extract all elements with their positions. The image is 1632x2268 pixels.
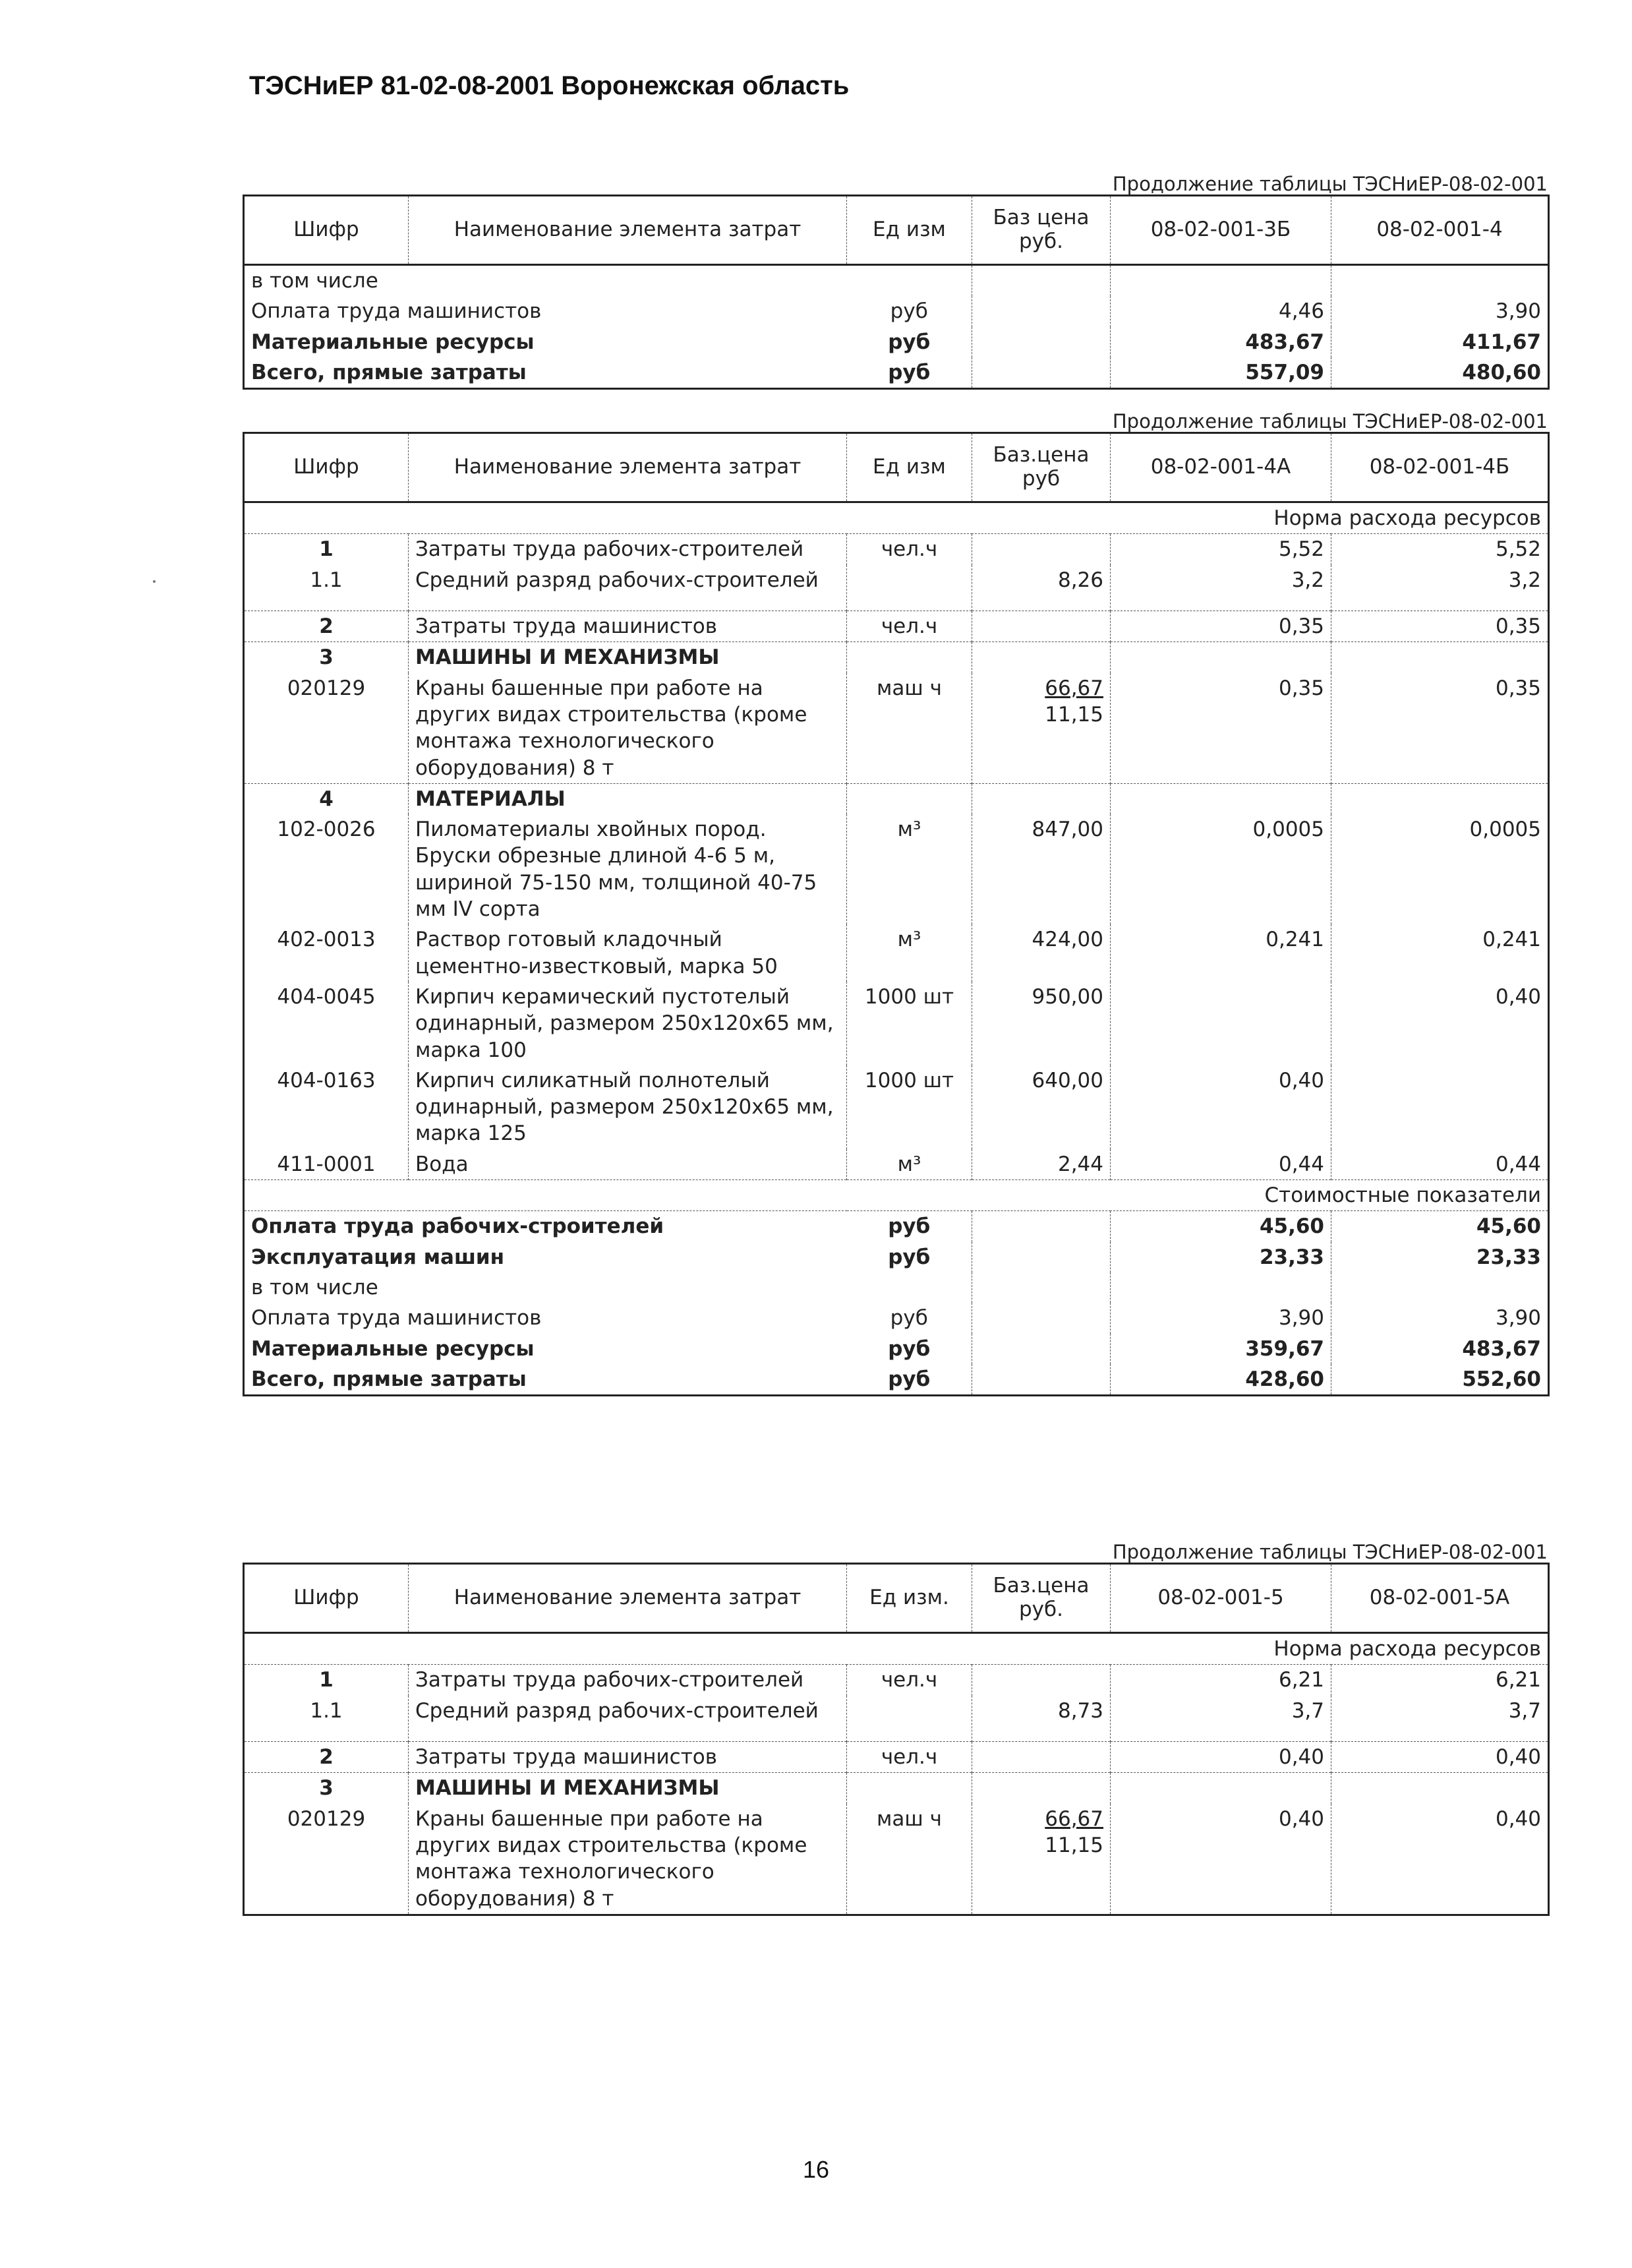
row-value-2: 3,90 [1495,1306,1541,1330]
section-title: МАШИНЫ И МЕХАНИЗМЫ [409,1773,847,1804]
cost-row [244,1364,1549,1396]
col-unit-header: Ед изм [847,433,972,502]
row-value-1: 483,67 [1111,327,1331,357]
table-row [244,1742,1549,1773]
col-code-header: Шифр [244,433,409,502]
section-row [244,783,1549,814]
col-code-header: Шифр [244,196,409,265]
row-value-1: 0,40 [1111,1742,1331,1773]
row-price: 950,00 [972,982,1111,1065]
row-value-1: 0,35 [1111,611,1331,642]
row-name: Оплата труда машинистов [251,299,542,324]
row-value-2: 0,40 [1331,1742,1549,1773]
row-name: Всего, прямые затраты [251,360,527,384]
row-name: Оплата труда машинистов [251,1306,542,1330]
row-unit: руб [847,1303,972,1333]
table-row [244,924,1549,982]
cost-row [244,1211,1549,1242]
col-price-header: Баз.цена руб. [972,1564,1111,1633]
row-name: Затраты труда рабочих-строителей [409,1665,847,1696]
row-value-1: 0,241 [1111,924,1331,982]
table-row [244,1665,1549,1696]
norm-subheader-row [244,1633,1549,1665]
table-row [244,1149,1549,1180]
row-code: 020129 [244,673,409,784]
col-name-header: Наименование элемента затрат [409,433,847,502]
row-value-2: 480,60 [1462,360,1541,384]
col-price-header: Баз цена руб. [972,196,1111,265]
row-unit: руб [847,1364,972,1396]
row-value-2 [1331,1065,1549,1149]
row-unit: руб [847,357,972,389]
row-unit: руб [847,327,972,357]
row-code: 102-0026 [244,814,409,924]
section-title: МАТЕРИАЛЫ [409,783,847,814]
row-unit: 1000 шт [847,982,972,1065]
row-name: Материальные ресурсы [251,1336,535,1361]
table-row [244,357,1549,389]
section-row [244,642,1549,673]
row-code: 1.1 [244,1696,409,1742]
table2 [243,432,1550,1396]
row-value-2: 3,7 [1508,1698,1541,1723]
scan-speck [153,580,156,583]
row-value-1: 3,90 [1111,1303,1331,1333]
row-name: Средний разряд рабочих-строителей [409,1696,847,1742]
row-name: Затраты труда машинистов [409,611,847,642]
col-name-header: Наименование элемента затрат [409,1564,847,1633]
table-row [244,814,1549,924]
table-row [244,1065,1549,1149]
row-name: в том числе [251,1275,378,1299]
row-price: 640,00 [972,1065,1111,1149]
table-row [244,673,1549,784]
row-code: 1 [244,534,409,565]
row-unit: чел.ч [847,1742,972,1773]
row-code: 411-0001 [244,1149,409,1180]
row-name: Оплата труда рабочих-строителей [251,1214,664,1239]
row-unit: чел.ч [847,1665,972,1696]
table-row [244,611,1549,642]
row-value-2: 0,40 [1495,984,1541,1009]
section-code: 3 [244,642,409,673]
row-value-1: 6,21 [1111,1665,1331,1696]
col-norm2-header: 08-02-001-4 [1331,196,1549,265]
row-code: 404-0163 [244,1065,409,1149]
row-value-2: 0,35 [1331,611,1549,642]
row-unit: 1000 шт [847,1065,972,1149]
table3 [243,1563,1550,1916]
row-name: в том числе [251,269,378,293]
price-line-1: 66,67 [1045,676,1103,700]
price-line-1: 66,67 [1045,1806,1103,1831]
row-price: 8,26 [972,565,1111,611]
cost-row [244,1242,1549,1272]
row-name: Средний разряд рабочих-строителей [409,565,847,611]
row-price: 2,44 [972,1149,1111,1180]
table3-caption: Продолжение таблицы ТЭСНиЕР-08-02-001 [1112,1541,1548,1563]
row-unit: руб [847,1242,972,1272]
table3-header-row [244,1564,1549,1633]
row-unit: маш ч [847,1804,972,1915]
page-header: ТЭСНиЕР 81-02-08-2001 Воронежская область [249,71,850,100]
row-value-2: 0,241 [1482,928,1541,952]
row-price [972,673,1111,784]
row-unit: руб [847,1211,972,1242]
cost-row [244,1272,1549,1303]
row-name: Пиломатериалы хвойных пород. Бруски обрезные длиной 4-6 5 м, шириной 75-150 мм, толщиной 40-75 мм IV сорта [409,814,847,924]
row-unit: руб [847,1334,972,1364]
row-value-2: 6,21 [1495,1668,1541,1692]
row-value-1: 0,40 [1111,1065,1331,1149]
row-value-2: 23,33 [1476,1245,1541,1269]
row-unit: м³ [847,814,972,924]
row-value-2: 3,90 [1495,299,1541,324]
row-unit: маш ч [847,673,972,784]
row-name: Краны башенные при работе на других видах строительства (кроме монтажа технологического оборудования) 8 т [409,673,847,784]
row-value-1: 0,44 [1111,1149,1331,1180]
row-code: 402-0013 [244,924,409,982]
row-code: 020129 [244,1804,409,1915]
row-price: 424,00 [972,924,1111,982]
table-row [244,982,1549,1065]
row-code: 1.1 [244,565,409,611]
row-price: 847,00 [972,814,1111,924]
section-title: МАШИНЫ И МЕХАНИЗМЫ [409,642,847,673]
row-value-2: 483,67 [1462,1336,1541,1361]
table-row [244,1804,1549,1915]
row-value-1: 0,35 [1111,673,1331,784]
row-value-2: 0,44 [1495,1152,1541,1176]
table2-header-row [244,433,1549,502]
row-name: Вода [409,1149,847,1180]
price-line-2: 11,15 [1045,702,1103,727]
col-norm2-header: 08-02-001-4Б [1331,433,1549,502]
row-name: Материальные ресурсы [251,330,535,354]
row-code: 2 [244,611,409,642]
norm-subheader: Норма расхода ресурсов [244,1633,1549,1665]
row-value-1: 557,09 [1111,357,1331,389]
row-value-2: 0,35 [1495,676,1541,700]
norm-subheader-row [244,502,1549,534]
row-unit: м³ [847,1149,972,1180]
row-value-1: 23,33 [1111,1242,1331,1272]
row-price: 8,73 [972,1696,1111,1742]
col-price-header: Баз.цена руб [972,433,1111,502]
row-name: Раствор готовый кладочный цементно-известковый, марка 50 [409,924,847,982]
col-code-header: Шифр [244,1564,409,1633]
section-code: 3 [244,1773,409,1804]
table-row [244,534,1549,565]
table2-caption: Продолжение таблицы ТЭСНиЕР-08-02-001 [1112,410,1548,433]
row-code: 2 [244,1742,409,1773]
cost-subheader-row [244,1180,1549,1211]
row-unit: чел.ч [847,611,972,642]
row-value-1: 3,7 [1111,1696,1331,1742]
cost-subheader: Стоимостные показатели [244,1180,1549,1211]
row-unit: чел.ч [847,534,972,565]
row-unit: руб [847,296,972,326]
row-value-2: 552,60 [1462,1367,1541,1391]
col-name-header: Наименование элемента затрат [409,196,847,265]
cost-row [244,1334,1549,1364]
row-name: Кирпич керамический пустотелый одинарный, размером 250х120х65 мм, марка 100 [409,982,847,1065]
row-name: Кирпич силикатный полнотелый одинарный, размером 250х120х65 мм, марка 125 [409,1065,847,1149]
row-name: Краны башенные при работе на других видах строительства (кроме монтажа технологического оборудования) 8 т [409,1804,847,1915]
norm-subheader: Норма расхода ресурсов [244,502,1549,534]
table-row [244,296,1549,326]
row-value-2: 0,0005 [1469,818,1541,842]
row-value-2: 411,67 [1462,330,1541,354]
section-row [244,1773,1549,1804]
table1-caption: Продолжение таблицы ТЭСНиЕР-08-02-001 [1112,173,1548,195]
table-row [244,265,1549,297]
row-value-1: 0,0005 [1111,814,1331,924]
row-value-1: 428,60 [1111,1364,1331,1396]
col-unit-header: Ед изм. [847,1564,972,1633]
row-value-1 [1111,982,1331,1065]
table-row [244,327,1549,357]
cost-row [244,1303,1549,1333]
col-norm1-header: 08-02-001-5 [1111,1564,1331,1633]
col-norm1-header: 08-02-001-3Б [1111,196,1331,265]
row-price [972,1804,1111,1915]
row-name: Всего, прямые затраты [251,1367,527,1391]
row-value-2: 0,40 [1495,1806,1541,1831]
col-norm1-header: 08-02-001-4А [1111,433,1331,502]
row-value-1: 5,52 [1111,534,1331,565]
table-row [244,565,1549,611]
table1-header-row [244,196,1549,265]
col-norm2-header: 08-02-001-5А [1331,1564,1549,1633]
row-value-1: 3,2 [1111,565,1331,611]
row-value-1: 4,46 [1111,296,1331,326]
row-value-1: 45,60 [1111,1211,1331,1242]
row-name: Затраты труда рабочих-строителей [409,534,847,565]
section-code: 4 [244,783,409,814]
table-row [244,1696,1549,1742]
table1 [243,194,1550,390]
price-line-2: 11,15 [1045,1833,1103,1857]
row-unit: м³ [847,924,972,982]
row-name: Эксплуатация машин [251,1245,505,1269]
row-value-1: 0,40 [1111,1804,1331,1915]
row-value-2: 3,2 [1508,568,1541,592]
row-code: 404-0045 [244,982,409,1065]
row-value-2: 5,52 [1495,537,1541,562]
row-value-1: 359,67 [1111,1334,1331,1364]
row-value-2: 45,60 [1476,1214,1541,1239]
col-unit-header: Ед изм [847,196,972,265]
page-number: 16 [802,2156,830,2183]
row-code: 1 [244,1665,409,1696]
row-name: Затраты труда машинистов [409,1742,847,1773]
